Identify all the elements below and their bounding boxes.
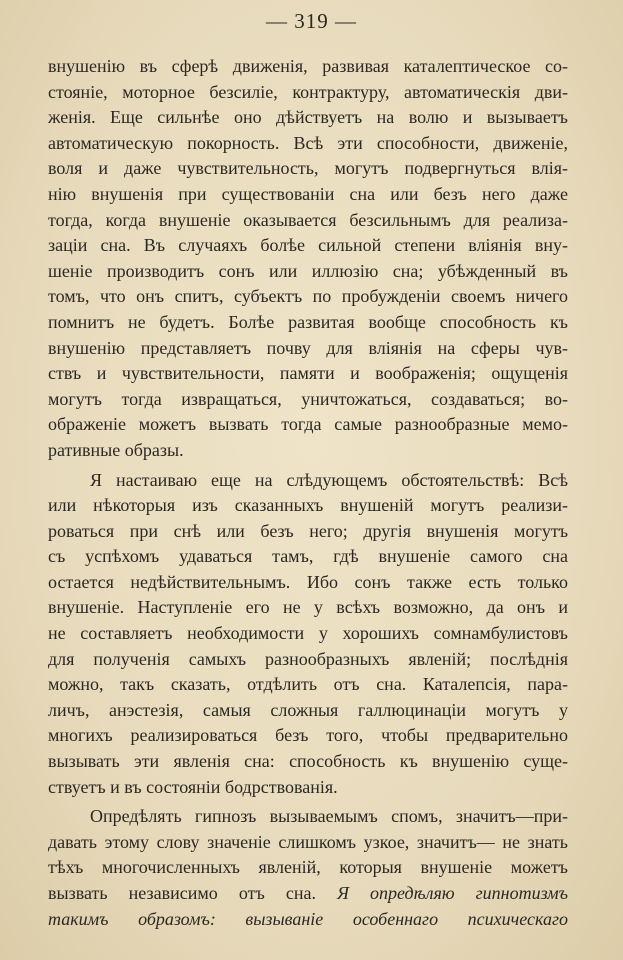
text-line: многихъ реализироваться безъ того, чтобы предварительно <box>48 725 568 746</box>
italic-definition: Я опредѣляю гипнотизмъ <box>337 883 569 903</box>
text-line: нію внушенія при существованіи сна или безъ него даже <box>48 183 568 204</box>
body-text <box>48 54 568 932</box>
text-line: съ успѣхомъ удаваться тамъ, гдѣ внушеніе самого сна <box>48 546 568 567</box>
text-line: воля и даже чувствительность, могутъ подвергнуться влія- <box>48 158 568 179</box>
text-line: остается недѣйствительнымъ. Ибо сонъ также есть только <box>48 571 568 592</box>
text-line: вызывать эти явленія сна: способность къ внушенію суще- <box>48 751 568 772</box>
text-line: внушенію представляетъ почву для вліянія на сферы чув- <box>48 337 568 358</box>
text-line-italic: такимъ образомъ: вызываніе особеннаго психическаго <box>48 908 568 929</box>
text-line: можно, такъ сказать, отдѣлить отъ сна. Каталепсія, пара- <box>48 674 568 695</box>
text-line: автоматическую покорность. Всѣ эти способности, движеніе, <box>48 132 568 153</box>
text-line: Я настаиваю еще на слѣдующемъ обстоятельствѣ: Всѣ <box>90 469 568 490</box>
text-line: женія. Еще сильнѣе оно дѣйствуетъ на волю и вызываетъ <box>48 107 568 128</box>
text-line: давать этому слову значеніе слишкомъ узкое, значитъ— не знать <box>48 831 568 852</box>
text-line: роваться при снѣ или безъ него; другія внушенія могутъ <box>48 520 568 541</box>
text-line: личъ, анэстезія, самыя сложныя галлюцинаціи могутъ у <box>48 699 568 720</box>
text-line: ображеніе можетъ вызвать тогда самые разнообразные мемо- <box>48 414 568 435</box>
text-line: могутъ тогда извращаться, уничтожаться, создаваться; во- <box>48 388 568 409</box>
text-line-mixed <box>48 881 568 907</box>
text-line: внушенію въ сферѣ движенія, развивая каталептическое со- <box>48 56 568 76</box>
text-line: или нѣкоторыя изъ сказанныхъ внушеній могутъ реализи- <box>48 495 568 516</box>
text-line: шеніе производитъ сонъ или иллюзію сна; убѣжденный въ <box>48 260 568 281</box>
text-line: тогда, когда внушеніе оказывается безсильнымъ для реализа- <box>48 209 568 230</box>
text-line: заціи сна. Въ случаяхъ болѣе сильной степени вліянія вну- <box>48 235 568 256</box>
text-line: внушеніе. Наступленіе его не у всѣхъ возможно, да онъ и <box>48 597 568 618</box>
text-line: тѣхъ многочисленныхъ явленій, которыя внушеніе можетъ <box>48 857 568 878</box>
text-line: помнитъ не будетъ. Болѣе развитая вообще способность къ <box>48 311 568 332</box>
text-line: Опредѣлять гипнозъ вызываемымъ спомъ, значитъ—при- <box>90 806 568 827</box>
text-line: ствъ и чувствительности, памяти и воображенія; ощущенія <box>48 363 568 384</box>
text-line: стояніе, моторное безсиліе, контрактуру, автоматическія дви- <box>48 81 568 102</box>
text-segment: вызвать независимо отъ сна. <box>48 883 316 903</box>
page-number: — 319 — <box>266 9 357 33</box>
text-line: ративные образы. <box>48 439 184 460</box>
text-line: томъ, что онъ спитъ, субъектъ по пробужденіи своемъ ничего <box>48 286 568 307</box>
text-line: для полученія самыхъ разнообразныхъ явленій; послѣднія <box>48 648 568 669</box>
text-line: не составляетъ необходимости у хорошихъ сомнамбулистовъ <box>48 623 568 644</box>
text-line: ствуетъ и въ состояніи бодрствованія. <box>48 776 338 797</box>
